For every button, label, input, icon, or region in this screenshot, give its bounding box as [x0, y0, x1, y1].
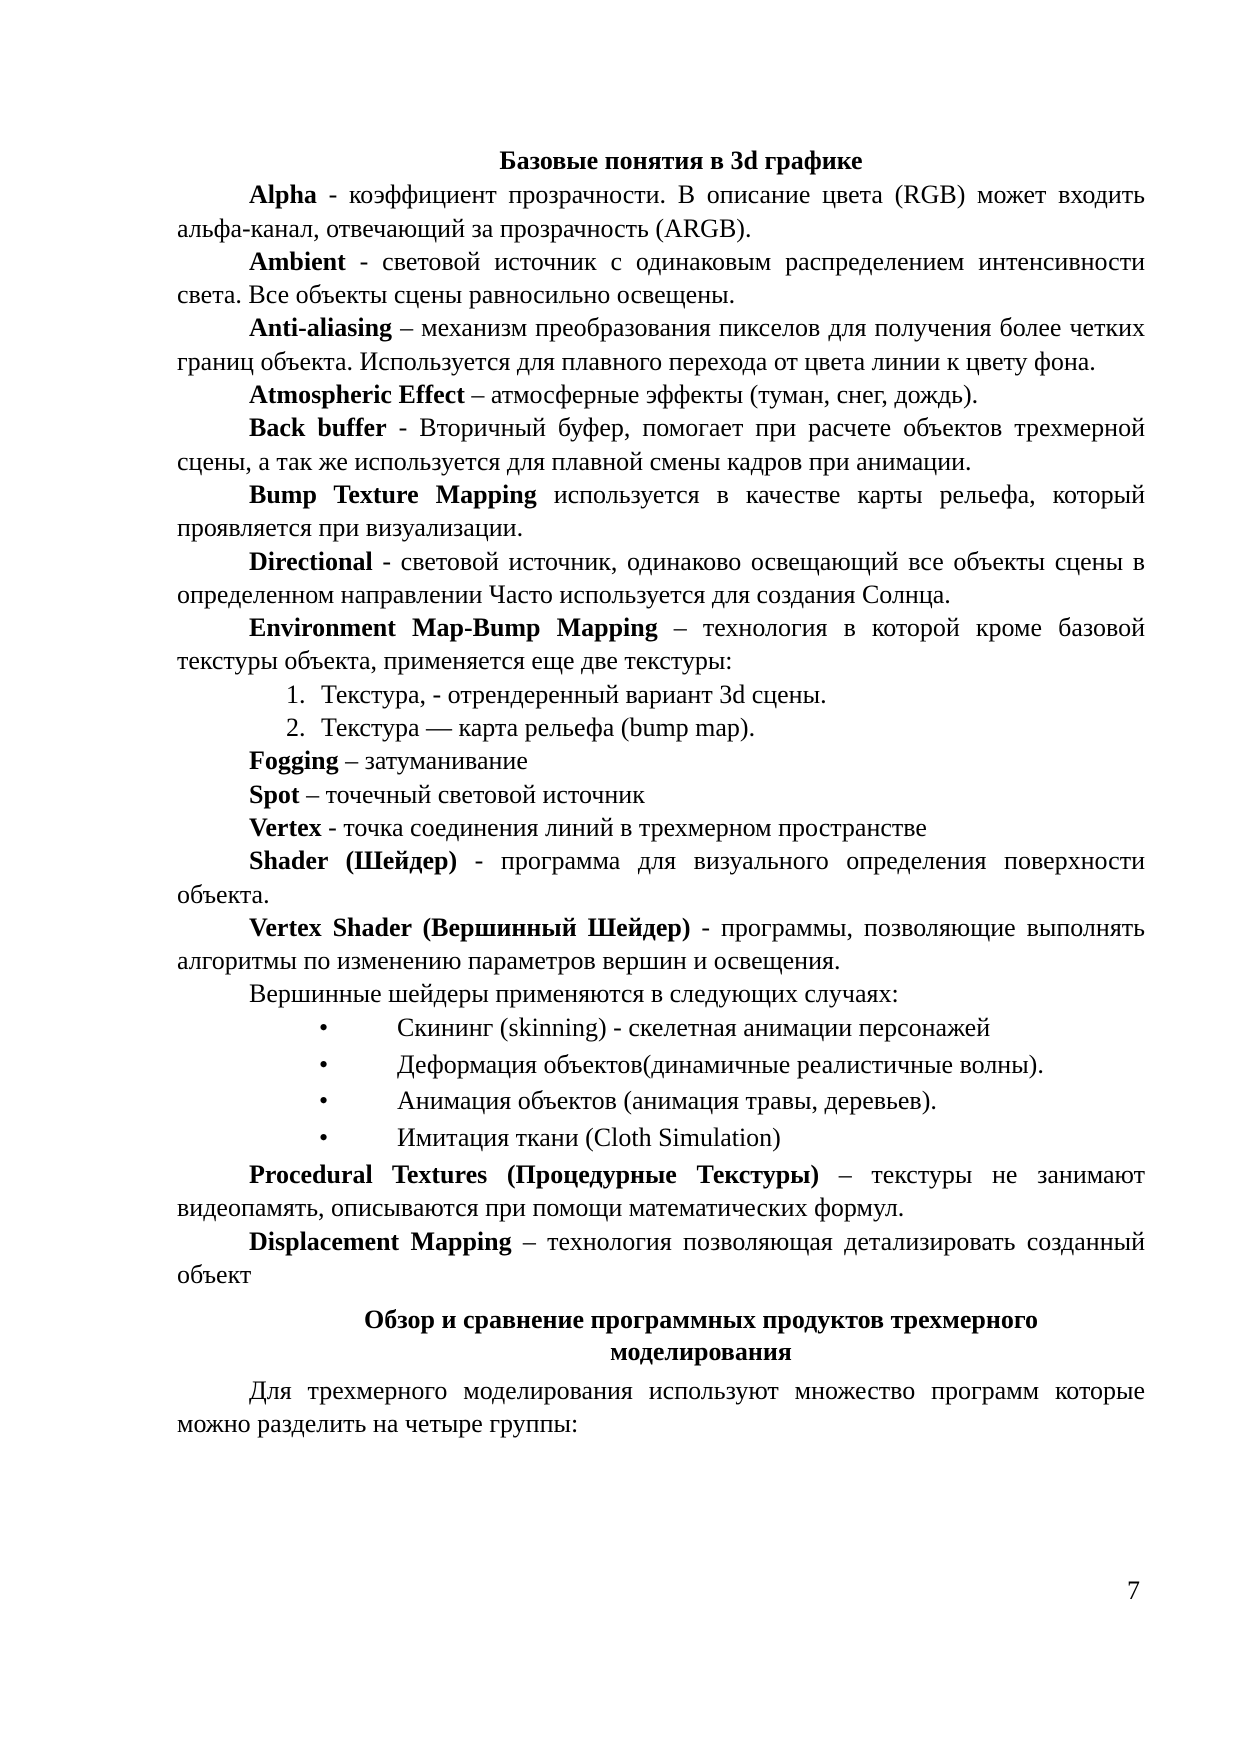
bullet-icon: •: [319, 1012, 329, 1042]
term-definition: Вторичный буфер, помогает при расчете объектов трехмерной сцены, а так же используется для плавной смены кадров при анимации.: [177, 413, 1145, 476]
term-label: Fogging: [249, 746, 339, 776]
final-paragraph: Для трехмерного моделирования используют множество программ которые можно разделить на четыре группы:: [177, 1376, 1145, 1439]
term-label: Alpha: [249, 180, 317, 210]
bullet-icon: •: [319, 1123, 329, 1153]
term-label: Anti-aliasing: [249, 313, 393, 343]
term-displacement-mapping: Displacement Mapping – технология позволяющая детализировать созданный объект: [177, 1226, 1146, 1289]
term-definition: световой источник с одинаковым распределением интенсивности света. Все объекты сцены равносильно освещены.: [177, 246, 1145, 310]
term-anti-aliasing: Anti-aliasing – механизм преобразования пикселов для получения более четких границ объекта. Используется для плавного перехода от цвета линии к цвету фона.: [177, 313, 1146, 376]
term-label: Spot: [249, 779, 300, 809]
bullet-icon: •: [319, 1049, 329, 1079]
list-item: [177, 1048, 1145, 1081]
term-definition: световой источник, одинаково освещающий все объекты сцены в определенном направлении Часто используется для создания Солнца.: [177, 546, 1145, 609]
term-definition: технология позволяющая детализировать созданный объект: [177, 1226, 1146, 1289]
list-number: 1.: [286, 679, 306, 709]
term-label: Bump Texture Mapping: [249, 479, 537, 509]
term-definition: механизм преобразования пикселов для получения более четких границ объекта. Используется для плавного перехода от цвета линии к цвету фона.: [177, 313, 1146, 376]
page-title: Базовые понятия в 3d графике: [499, 146, 863, 175]
list-text: Деформация объектов(динамичные реалистичные волны).: [397, 1049, 1044, 1079]
section-heading-line2: моделирования: [610, 1337, 792, 1367]
list-item: [177, 678, 1145, 711]
vertex-shader-intro: Вершинные шейдеры применяются в следующих случаях:: [249, 979, 899, 1009]
list-item: [177, 1121, 1145, 1154]
section-heading: [177, 1304, 1145, 1368]
term-definition: точечный световой источник: [325, 779, 645, 809]
term-ambient: Ambient - световой источник с одинаковым распределением интенсивности света. Все объекты сцены равносильно освещены.: [177, 246, 1145, 310]
term-label: Displacement Mapping: [249, 1226, 512, 1256]
term-atmospheric-effect: Atmospheric Effect – атмосферные эффекты (туман, снег, дождь).: [249, 380, 979, 410]
term-label: Procedural Textures (Процедурные Текстуры): [249, 1159, 820, 1189]
list-text: Имитация ткани (Cloth Simulation): [397, 1123, 781, 1153]
term-alpha: Alpha - коэффициент прозрачности. В описание цвета (RGB) может входить альфа-канал, отвечающий за прозрачность (ARGB).: [177, 180, 1145, 243]
term-definition: коэффициент прозрачности. В описание цвета (RGB) может входить альфа-канал, отвечающий за прозрачность (ARGB).: [177, 180, 1145, 243]
list-text: Текстура, - отрендеренный вариант 3d сцены.: [321, 679, 827, 709]
bullet-icon: •: [319, 1086, 329, 1116]
term-label: Vertex: [249, 812, 322, 842]
term-definition: текстуры не занимают видеопамять, описываются при помощи математических формул.: [177, 1159, 1145, 1223]
environment-texture-list: [177, 678, 1145, 745]
term-label: Ambient: [249, 246, 346, 276]
term-definition: точка соединения линий в трехмерном пространстве: [343, 812, 927, 842]
document-page: [177, 144, 1145, 1441]
list-text: Скининг (skinning) - скелетная анимации персонажей: [397, 1012, 991, 1042]
term-definition: программа для визуального определения поверхности объекта.: [177, 846, 1145, 909]
list-item: [177, 711, 1145, 744]
term-definition: программы, позволяющие выполнять алгоритмы по изменению параметров вершин и освещения.: [177, 912, 1145, 976]
term-label: Vertex Shader (Вершинный Шейдер): [249, 912, 691, 942]
term-definition: технология в которой кроме базовой текстуры объекта, применяется еще две текстуры:: [177, 613, 1145, 676]
term-definition: затуманивание: [364, 746, 528, 776]
term-environment-map: Environment Map-Bump Mapping – технология в которой кроме базовой текстуры объекта, применяется еще две текстуры:: [177, 613, 1145, 676]
term-spot: Spot – точечный световой источник: [249, 779, 645, 809]
list-item: [177, 1084, 1145, 1117]
list-text: Анимация объектов (анимация травы, деревьев).: [397, 1086, 937, 1116]
term-definition: используется в качестве карты рельефа, который проявляется при визуализации.: [177, 479, 1145, 543]
term-bump-texture-mapping: [177, 478, 1145, 545]
list-text: Текстура — карта рельефа (bump map).: [321, 713, 756, 743]
term-label: Back buffer: [249, 413, 387, 443]
term-fogging: Fogging – затуманивание: [249, 746, 528, 776]
term-label: Shader (Шейдер): [249, 846, 458, 876]
term-directional: Directional - световой источник, одинаково освещающий все объекты сцены в определенном направлении Часто используется для создания Солнца.: [177, 546, 1145, 609]
page-number: 7: [1127, 1576, 1140, 1605]
term-vertex: Vertex - точка соединения линий в трехмерном пространстве: [249, 812, 927, 842]
term-label: Atmospheric Effect: [249, 380, 465, 410]
term-vertex-shader: Vertex Shader (Вершинный Шейдер) - программы, позволяющие выполнять алгоритмы по изменению параметров вершин и освещения.: [177, 912, 1145, 976]
term-shader: Shader (Шейдер) - программа для визуального определения поверхности объекта.: [177, 846, 1145, 909]
term-procedural-textures: Procedural Textures (Процедурные Текстуры) – текстуры не занимают видеопамять, описываются при помощи математических формул.: [177, 1159, 1145, 1223]
term-definition: атмосферные эффекты (туман, снег, дождь).: [490, 380, 979, 410]
section-heading-line1: Обзор и сравнение программных продуктов трехмерного: [364, 1305, 1038, 1335]
list-item: [177, 1011, 1145, 1044]
term-back-buffer: Back buffer - Вторичный буфер, помогает при расчете объектов трехмерной сцены, а так же используется для плавной смены кадров при анимации.: [177, 413, 1145, 476]
term-label: Environment Map-Bump Mapping: [249, 613, 658, 643]
list-number: 2.: [286, 713, 306, 743]
vertex-shader-uses-list: [177, 1011, 1145, 1155]
term-label: Directional: [249, 546, 373, 576]
